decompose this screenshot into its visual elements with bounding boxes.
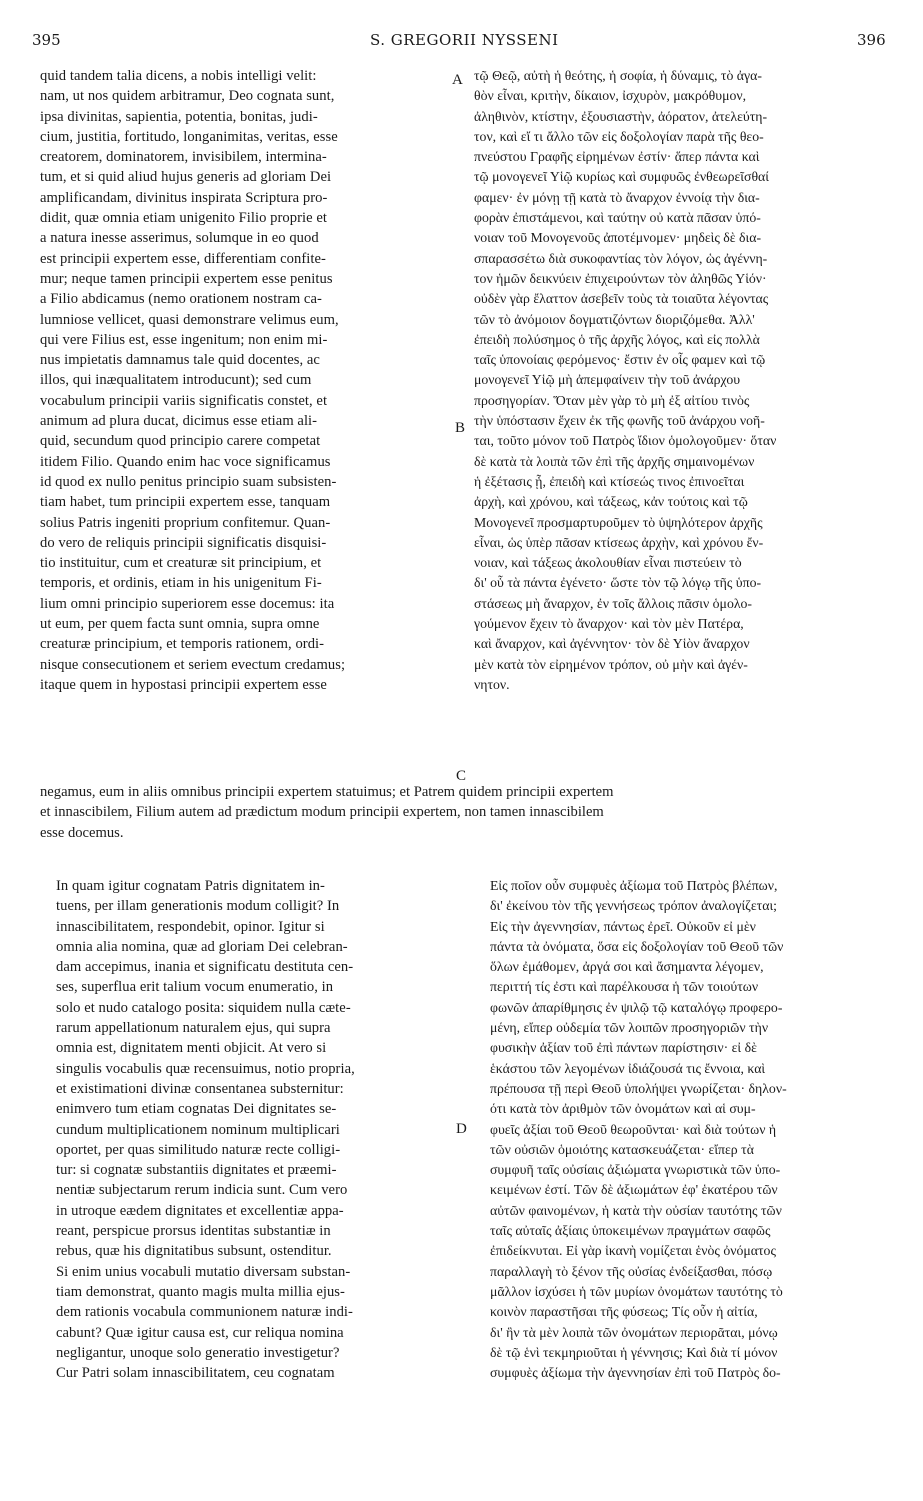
latin-line: negligantur, unoque solo generatio investigetur?: [56, 1344, 340, 1361]
latin-line: Cur Patri solam innascibilitatem, ceu cognatam: [56, 1365, 335, 1382]
greek-line: στάσεως μὴ ἄναρχον, ἐν τοῖς ἄλλοις πᾶσιν ὁμολο-: [474, 595, 753, 611]
latin-line: dem rationis vocabula communionem naturæ indi-: [56, 1304, 353, 1321]
greek-line: τῷ μονογενεῖ Υἱῷ κυρίως καὶ συμφυῶς ἐνθεωρεῖσθαί: [474, 169, 769, 185]
greek-line: καὶ ἄναρχον, καὶ ἀγέννητον· τὸν δὲ Υἱὸν ἄναρχον: [474, 636, 750, 652]
full-width-line: esse docemus.: [40, 824, 124, 841]
greek-line: ὅλων ἐμάθομεν, ἀργά σοι καὶ ἄσημαντα λέγομεν,: [490, 959, 764, 975]
latin-line: amplificandam, divinitus inspirata Scriptura pro-: [40, 189, 328, 206]
latin-line: dam accepimus, inania et significatu destituta cen-: [56, 959, 354, 976]
latin-line: omnia est, dignitatem menti objicit. At vero si: [56, 1040, 327, 1057]
latin-line: illos, qui inæqualitatem introducunt); sed cum: [40, 372, 312, 389]
latin-line: ses, superflua erit talium vocum enumeratio, in: [56, 979, 334, 996]
latin-line: est principii expertem esse, differentiam confite-: [40, 250, 326, 267]
latin-line: quid, secundum quod principio carere competat: [40, 433, 321, 450]
greek-line: νοιαν τοῦ Μονογενοῦς ἀποτέμνομεν· μηδεὶς δὲ δια-: [474, 230, 762, 246]
greek-line: προσηγορίαν. Ὅταν μὲν γὰρ τὸ μὴ ἐξ αἰτίου τινὸς: [474, 392, 750, 408]
latin-line: nisque consecutionem et seriem evectum credamus;: [40, 656, 346, 673]
greek-line: πάντα τὰ ὀνόματα, ὅσα εἰς δοξολογίαν τοῦ Θεοῦ τῶν: [490, 938, 784, 954]
greek-line: φυσικὴν ἀξίαν τοῦ ἐπὶ πάντων παρίστησιν· εἰ δὲ: [490, 1040, 757, 1056]
greek-line: δὲ τῷ ἑνὶ τεκμηριοῦται ἡ γέννησις; Καὶ διὰ τί μόνον: [490, 1344, 778, 1360]
greek-line: φυεῖς ἀξίαι τοῦ Θεοῦ θεωροῦνται· καὶ διὰ τούτων ἡ: [490, 1121, 777, 1137]
latin-line: temporis, et ordinis, etiam in his unigenitum Fi-: [40, 575, 322, 592]
greek-line: τον ἡμῶν δεικνύειν ἐπιχειρούντων τὸν ἀληθῶς Υἱόν·: [474, 270, 767, 286]
latin-line: rarum appellationum naturalem ejus, qui supra: [56, 1020, 331, 1037]
greek-line: κειμένων ἐστί. Τῶν δὲ ἀξιωμάτων ἐφ' ἑκατέρου τῶν: [490, 1182, 778, 1198]
greek-line: οὐδὲν γὰρ ἔλαττον ἀσεβεῖν τοὺς τὰ τοιαῦτα λέγοντας: [474, 291, 769, 307]
running-title: S. GREGORII NYSSENI: [370, 31, 559, 49]
latin-line: solius Patris ingeniti proprium confitemur. Quan-: [40, 514, 331, 531]
latin-line: tuens, per illam generationis modum colligit? In: [56, 898, 340, 915]
greek-line: ότι κατὰ τὸν ἀριθμὸν τῶν ὀνομάτων καὶ αἱ συμ-: [490, 1101, 756, 1117]
greek-line: θὸν εἶναι, κριτὴν, δίκαιον, ἰσχυρὸν, μακρόθυμον,: [474, 88, 747, 104]
latin-line: quid tandem talia dicens, a nobis intelligi velit:: [40, 68, 317, 84]
latin-line: tiam habet, tum principii expertem esse, tanquam: [40, 494, 331, 511]
greek-line: τῶν οὐσιῶν ὁμοιότης κατασκευάζεται· εἴπερ τὰ: [490, 1141, 754, 1157]
latin-line: qui vere Filius est, esse ingenitum; non enim mi-: [40, 331, 328, 348]
greek-line: συμφυὲς ἀξίωμα τὴν ἀγεννησίαν ἐπὶ τοῦ Πατρὸς δο-: [490, 1365, 781, 1381]
latin-line: oportet, per quas similitudo naturæ recte colligi-: [56, 1141, 341, 1158]
margin-marker-b: B: [455, 420, 466, 436]
greek-line: δι' ἐκείνου τὸν τῆς γεννήσεως τρόπον ἀναλογίζεται;: [490, 898, 777, 914]
greek-line: ἐπιδείκνυται. Εἰ γὰρ ἱκανὴ νομίζεται ἑνὸς ὀνόματος: [490, 1243, 776, 1259]
greek-line: μένη, εἴπερ οὐδεμία τῶν λοιπῶν προσηγοριῶν τὴν: [490, 1020, 769, 1036]
greek-line: ταῖς ὑπονοίαις φερόμενος· ἔστιν ἐν οἷς φαμεν καὶ τῷ: [474, 352, 766, 368]
latin-line: innascibilitatem, respondebit, opinor. Igitur si: [56, 918, 325, 935]
greek-line: νοιαν, καὶ τάξεως ἀκολουθίαν εἶναι πιστεύειν τὸ: [474, 555, 742, 571]
latin-line: cundum multiplicationem nominum multiplicari: [56, 1121, 340, 1138]
latin-line: tur: si cognatæ substantiis dignitates et præemi-: [56, 1162, 337, 1179]
greek-line: φορὰν ἐπιστάμενοι, καὶ ταύτην οὐ κατὰ πᾶσαν ὑπό-: [474, 210, 761, 226]
latin-line: lium omni principio superiorem esse docemus: ita: [40, 595, 335, 612]
greek-line: Μονογενεῖ προσμαρτυροῦμεν τὸ ὑψηλότερον ἀρχῆς: [474, 514, 763, 530]
greek-line: ἑκάστου τῶν λεγομένων ἰδιάζουσά τις ἔννοια, καὶ: [490, 1060, 766, 1076]
latin-line: do vero de reliquis principii significatis disquisi-: [40, 534, 327, 551]
latin-line: enimvero tum etiam cognatas Dei dignitates se-: [56, 1101, 337, 1118]
latin-line: vocabulum principii variis significatis constet, et: [40, 392, 328, 409]
greek-column-block-1: [474, 66, 776, 695]
greek-line: ται, τοῦτο μόνον τοῦ Πατρὸς ἴδιον ὁμολογοῦμεν· ὅταν: [474, 433, 777, 449]
greek-line: μονογενεῖ Υἱῷ μὴ ἀπεμφαίνειν τὴν τοῦ ἀνάρχου: [474, 372, 741, 388]
greek-line: τῷ Θεῷ, αὐτὴ ἡ θεότης, ἡ σοφία, ἡ δύναμις, τὸ ἀγα-: [474, 68, 762, 83]
greek-line: νητον.: [474, 676, 510, 692]
greek-line: μὲν κατὰ τὸν εἰρημένον τρόπον, οὐ μὴν καὶ ἀγέν-: [474, 656, 748, 672]
full-width-line: et innascibilem, Filium autem ad prædictum modum principii expertem, non tamen innascibilem: [40, 804, 604, 821]
latin-line: a natura inesse asserimus, solumque in eo quod: [40, 230, 319, 247]
full-width-line: negamus, eum in aliis omnibus principii expertem statuimus; et Patrem quidem principii expertem: [40, 784, 614, 800]
greek-line: δι' ἣν τὰ μὲν λοιπὰ τῶν ὀνομάτων περιορᾶται, μόνῳ: [490, 1324, 778, 1340]
latin-line: creaturæ principium, et temporis rationem, ordi-: [40, 636, 325, 653]
latin-line: solo et nudo catalogo posita: siquidem nulla cæte-: [56, 999, 351, 1016]
latin-line: itidem Filio. Quando enim hac voce significamus: [40, 453, 331, 470]
greek-line: φαμεν· ἐν μόνῃ τῇ κατὰ τὸ ἄναρχον ἐννοίᾳ τὴν δια-: [474, 189, 760, 205]
latin-line: creatorem, dominatorem, invisibilem, intermina-: [40, 149, 327, 166]
left-page-number: 395: [32, 31, 61, 49]
latin-line: rebus, quæ his dignitatibus subsunt, ostenditur.: [56, 1243, 332, 1260]
latin-column-block-1: [40, 66, 345, 695]
greek-line: πνεύστου Γραφῆς εἰρημένων ἐστίν· ἅπερ πάντα καὶ: [474, 149, 760, 165]
greek-line: τῶν τὸ ἀνόμοιον δογματιζόντων διοριζόμεθα. Ἀλλ': [474, 311, 755, 327]
greek-line: πρέπουσα τῇ περὶ Θεοῦ ὑπολήψει γνωρίζεται· δηλον-: [490, 1080, 787, 1096]
greek-column-block-2: [490, 876, 787, 1383]
greek-line: ταῖς αὐταῖς ἀξίαις ὑποκειμένων πραγμάτων σαφῶς: [490, 1223, 771, 1239]
greek-line: φωνῶν ἀπαρίθμησις ἐν ψιλῷ τῷ καταλόγῳ προφερο-: [490, 999, 783, 1015]
latin-line: didit, quæ omnia etiam unigenito Filio proprie et: [40, 210, 327, 227]
greek-line: περιττή τίς ἐστι καὶ παρέλκουσα ἡ τῶν τοιούτων: [490, 979, 759, 995]
greek-line: συμφυῆ ταῖς οὐσίαις ἀξιώματα γνωριστικὰ τῶν ὑπο-: [490, 1162, 781, 1178]
greek-line: δὲ κατὰ τὰ λοιπὰ τῶν ἐπὶ τῆς ἀρχῆς σημαινομένων: [474, 453, 755, 469]
latin-line: tum, et si quid aliud hujus generis ad gloriam Dei: [40, 169, 332, 186]
latin-line: a Filio abdicamus (nemo orationem nostram ca-: [40, 291, 322, 308]
greek-line: μᾶλλον ἰσχύσει ἡ τῶν μυρίων ὀνομάτων ταυτότης τὸ: [490, 1283, 783, 1299]
latin-line: nus impietatis damnamus tale quid docentes, ac: [40, 352, 320, 369]
latin-line: tio instituitur, cum et creaturæ sit principium, et: [40, 555, 322, 572]
greek-line: σπαρασσέτω διὰ συκοφαντίας τὸν λόγον, ὡς ἀγέννη-: [474, 250, 768, 266]
latin-line: cium, justitia, fortitudo, longanimitas, veritas, esse: [40, 128, 338, 145]
latin-line: animum ad plura ducat, dicimus esse etiam ali-: [40, 413, 318, 430]
greek-line: τὴν ὑπόστασιν ἔχειν ἐκ τῆς φωνῆς τοῦ ἀνάρχου νοῆ-: [474, 413, 765, 429]
greek-line: ἐπειδὴ πολύσημος ὁ τῆς ἀρχῆς λόγος, καὶ εἰς πολλὰ: [474, 331, 760, 347]
greek-line: δι' οὗ τὰ πάντα ἐγένετο· ὥστε τὸν τῷ λόγῳ τῆς ὑπο-: [474, 575, 762, 591]
latin-line: singulis vocabulis quæ recensuimus, notio propria,: [56, 1060, 355, 1077]
latin-line: in utroque eædem dignitates et excellentiæ appa-: [56, 1202, 344, 1219]
latin-line: tiam demonstrat, quanto magis multa millia ejus-: [56, 1283, 345, 1300]
greek-line: Εἰς ποῖον οὖν συμφυὲς ἀξίωμα τοῦ Πατρὸς βλέπων,: [490, 878, 778, 893]
greek-line: ἡ ἐξέτασις ᾖ, ἐπειδὴ καὶ κτίσεώς τινος ἐπινοεῖται: [474, 473, 745, 489]
latin-line: nentiæ subjectarum rerum indicia sunt. Cum vero: [56, 1182, 348, 1199]
latin-line: omnia alia nomina, quæ ad gloriam Dei celebran-: [56, 938, 348, 955]
greek-line: ἀληθινὸν, κτίστην, ἐξουσιαστὴν, ἀόρατον, ἀτελεύτη-: [474, 108, 768, 124]
latin-line: id quod ex nullo penitus principio suam subsisten-: [40, 473, 337, 490]
latin-line: Si enim unius vocabuli mutatio diversam substan-: [56, 1263, 351, 1280]
latin-line: et existimationi divinæ consentanea substernitur:: [56, 1080, 344, 1097]
full-width-text: [40, 782, 614, 843]
latin-column-block-2: [56, 876, 355, 1383]
greek-line: εἶναι, ὡς ὑπὲρ πᾶσαν κτίσεως ἀρχὴν, καὶ χρόνου ἔν-: [474, 534, 764, 550]
latin-line: ipsa divinitas, sapientia, potentia, bonitas, judi-: [40, 108, 318, 125]
right-page-number: 396: [857, 31, 886, 49]
greek-line: Εἰς τὴν ἀγεννησίαν, πάντως ἐρεῖ. Οὐκοῦν εἰ μὲν: [490, 918, 756, 934]
greek-line: παραλλαγὴ τὸ ξένον τῆς οὐσίας ἐνδείξασθαι, πόσῳ: [490, 1263, 773, 1279]
margin-marker-d: D: [456, 1121, 467, 1137]
latin-line: mur; neque tamen principii expertem esse penitus: [40, 270, 333, 287]
margin-marker-a: A: [452, 72, 463, 88]
greek-line: κοινὸν παραστῆσαι τῆς φύσεως; Τίς οὖν ἡ αἰτία,: [490, 1304, 758, 1320]
greek-line: τον, καὶ εἴ τι ἄλλο τῶν εἰς δοξολογίαν παρὰ τῆς θεο-: [474, 128, 764, 144]
latin-line: In quam igitur cognatam Patris dignitatem in-: [56, 878, 325, 894]
latin-line: cabunt? Quæ igitur causa est, cur reliqua nomina: [56, 1324, 344, 1341]
latin-line: ut eum, per quem facta sunt omnia, supra omne: [40, 616, 320, 633]
margin-marker-c: C: [456, 768, 467, 784]
latin-line: lumniose vellicet, quasi demonstrare velimus eum,: [40, 311, 339, 328]
latin-line: nam, ut nos quidem arbitramur, Deo cognata sunt,: [40, 88, 335, 105]
latin-line: reant, perspicue prorsus identitas substantiæ in: [56, 1223, 331, 1240]
greek-line: ἀρχὴ, καὶ χρόνου, καὶ τάξεως, κἀν τούτοις καὶ τῷ: [474, 494, 748, 510]
latin-line: itaque quem in hypostasi principii expertem esse: [40, 676, 327, 693]
greek-line: αὐτῶν φαινομένων, ἡ κατὰ τὴν οὐσίαν ταυτότης τῶν: [490, 1202, 782, 1218]
greek-line: γούμενον ἔχειν τὸ ἄναρχον· καὶ τὸν μὲν Πατέρα,: [474, 616, 744, 632]
